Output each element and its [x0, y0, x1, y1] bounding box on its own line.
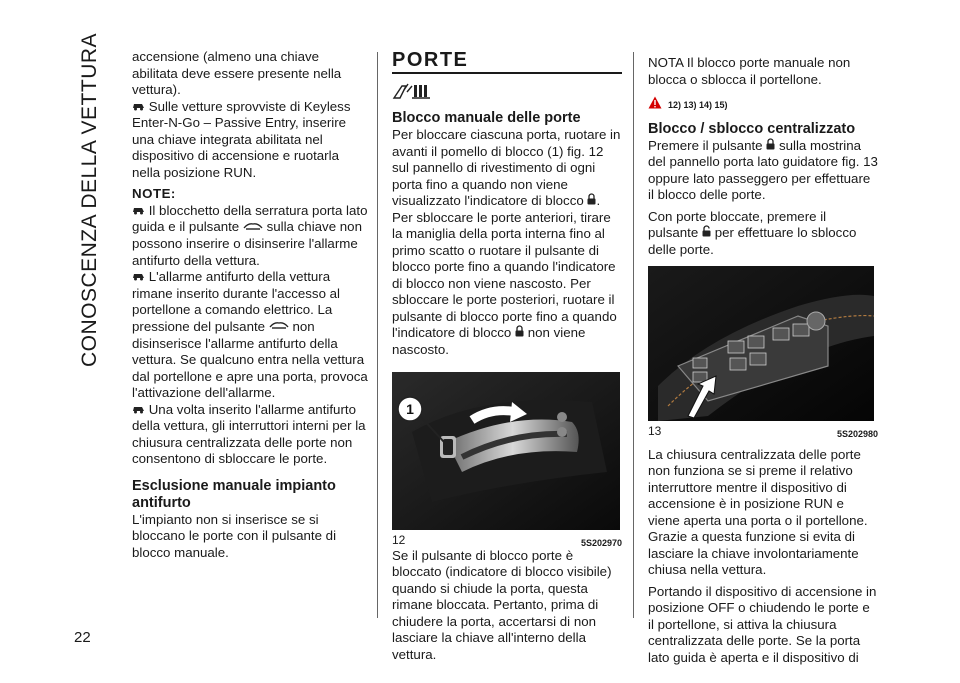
column-divider [377, 52, 378, 618]
paragraph: L'impianto non si inserisce se si bloccano le porte con il pulsante di blocco manuale. [132, 511, 337, 560]
paragraph: Con porte bloccate, premere il pulsante per effettuare lo sblocco delle porte. [648, 208, 857, 257]
section-title: PORTE [392, 49, 469, 71]
paragraph: Sulle vetture sprovviste di Keyless Enter-N-Go – Passive Entry, inserire una chiave integrata abilitata nel dispositivo di accensione e ruotarla nella posizione RUN. [132, 98, 351, 180]
note-label: NOTE: [132, 186, 176, 202]
trunk-button-icon [243, 220, 263, 237]
car-key-icon [132, 99, 145, 116]
subheading: Esclusione manuale impianto antifurto [132, 477, 336, 511]
figure-code: 5S202980 [836, 429, 878, 440]
car-key-icon [132, 269, 145, 286]
paragraph: Se il pulsante di blocco porte è bloccato (indicatore di blocco visibile) quando si chiude la porta, questa rimane bloccata. Pertanto, prima di chiudere la porta, accertarsi di non lasciare la chiave all'interno della vettura. [392, 547, 612, 662]
subheading: Blocco / sblocco centralizzato [648, 120, 856, 137]
note-item: L'allarme antifurto della vettura rimane inserito durante l'accesso al portellone a comando elettrico. La pressione del pulsante non disinserisce l'allarme antifurto della vettura. Se qualcuno entra nella vettura dal portellone e apre una porta, provoca l'attivazione dell'allarme. [132, 269, 368, 401]
lock-indicator-icon [515, 325, 524, 342]
section-rule [392, 72, 622, 74]
paragraph: Portando il dispositivo di accensione in posizione OFF o chiudendo le porte e il portellone, si attiva la chiusura centralizzata delle porte. Se la porta lato guida è aperta e il dispositivo di [648, 583, 877, 665]
chapter-title: CONOSCENZA DELLA VETTURA [78, 32, 102, 368]
paragraph: La chiusura centralizzata delle porte non funziona se si preme il relativo interruttore mentre il dispositivo di accensione è in posizione RUN e viene aperta una porta o il portellone. Grazie a questa funzione si evita di lasciare la chiave involontariamente chiusa nella vettura. [648, 446, 868, 578]
figure-number: 12 [392, 533, 406, 548]
figure-13-door-switch-panel-photo [648, 266, 874, 421]
paragraph: Per bloccare ciascuna porta, ruotare in avanti il pomello di blocco (1) fig. 12 sul pannello di rivestimento di ogni porta fino a quando non viene visualizzato l'indicatore di blocco . Per sbloccare le porte anteriori, tirare la maniglia della porta interna fino al primo scatto o ruotare il pulsante di blocco porte fino a quando l'indicatore di blocco non viene nascosto. Per sbloccare le porte posteriori, ruotare il pulsante di blocco porte fino a quando l'indicatore di blocco non viene nascosto. [392, 127, 621, 357]
column-1 [132, 49, 368, 561]
door-lock-icon [392, 80, 622, 107]
car-key-icon [132, 402, 145, 419]
page-number: 22 [74, 629, 91, 646]
warning-references: 12) 13) 14) 15) [648, 96, 878, 115]
figure-callout: 1 [406, 401, 414, 418]
warning-triangle-icon [648, 96, 662, 115]
figure-code: 5S202970 [580, 538, 622, 549]
trunk-button-icon [269, 319, 289, 336]
figure-12-door-handle-photo [392, 372, 620, 530]
figure-caption [648, 423, 878, 443]
note-item: Una volta inserito l'allarme antifurto della vettura, gli interruttori interni per la chiusura centralizzata delle porte non consentono di sbloccare le porte. [132, 401, 366, 467]
figure-number: 13 [648, 424, 662, 439]
lock-button-icon [766, 138, 775, 155]
unlock-button-icon [702, 225, 711, 242]
column-divider [633, 52, 634, 618]
column-2 [392, 49, 622, 663]
subheading: Blocco manuale delle porte [392, 110, 581, 126]
car-key-icon [132, 203, 145, 220]
paragraph: Premere il pulsante sulla mostrina del pannello porta lato guidatore fig. 13 oppure lato passeggero per effettuare il blocco delle porte. [648, 137, 878, 203]
column-3 [648, 55, 878, 666]
paragraph: accensione (almeno una chiave abilitata deve essere presente nella vettura). [132, 49, 342, 97]
note-item: Il blocchetto della serratura porta lato guida e il pulsante sulla chiave non possono inserire o disinserire l'allarme antifurto della vettura. [132, 202, 368, 268]
paragraph: NOTA Il blocco porte manuale non blocca o sblocca il portellone. [648, 55, 851, 87]
